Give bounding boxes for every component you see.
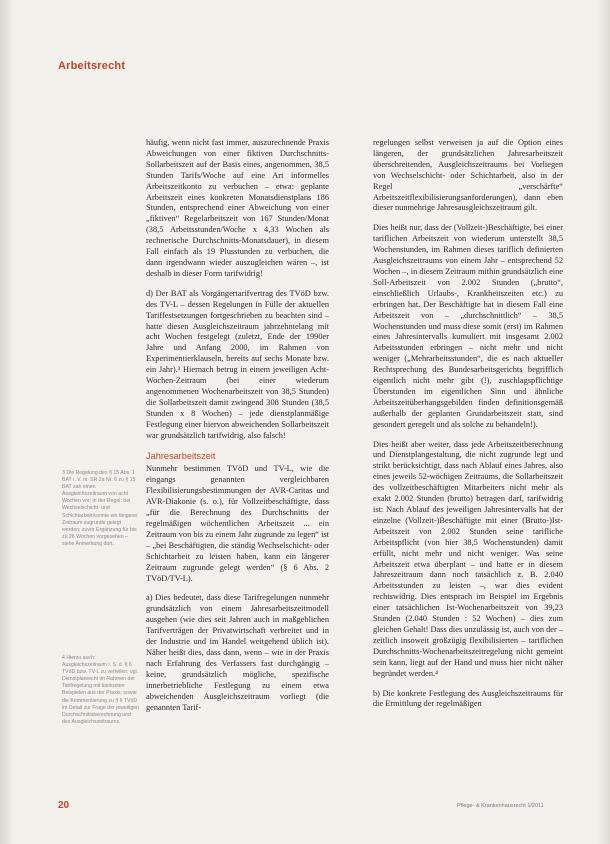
paragraph: häufig, wenn nicht fast immer, auszurechnende Praxis Abweichungen von einer fiktiven Durchschnitts-Sollarbeitszeit auf der Basis eines, angenommen, 38,5 Stunden Tarifs/Woche auf eine Art informelles Arbeitszeitkonto zu verbuchen – etwa: geplante Arbeitszeit eines konkreten Monatsdienstplans 186 Stunden, entsprechend einer Abweichung von einer „fiktiven“ Regelarbeitszeit von 167 Stunden/Monat (38,5 Arbeitsstunden/Woche x 4,33 Wochen als rechnerische Durchschnitts-Monatsdauer), in diesem Fall einfach als 19 Plusstunden zu verbuchen, die dann irgendwann wieder auszugleichen wären –, ist deshalb in dieser Form tarifwidrig!	[146, 138, 329, 278]
text-column-right	[373, 138, 563, 719]
page-shadow-left	[0, 0, 14, 844]
magazine-footer: Pflege- & Krankenhausrecht 1/2011	[457, 803, 544, 809]
paragraph: a) Dies bedeutet, dass diese Tarifregelungen nunmehr grundsätzlich von einem Jahresarbeitszeitmodell ausgehen (wie dies seit Jahren auch in maßgeblichen Tarifverträgen der Privatwirtschaft verbreitet und in der Industrie und im Handel weitgehend üblich ist). Näher heißt dies, dass dann, wenn – wie in der Praxis nach Erfahrung des Verfassers fast durchgängig – keine, grundsätzlich mögliche, spezifische innerbetriebliche Festlegung zu einem etwa abweichenden Ausgleichszeitraum vorliegt (die genannten Tarif-	[146, 593, 329, 712]
footnote-4-text: 4 Hierzu auch: Ausgleichszeitraum i. S. d. § 6 TVöD bzw. TV-L zu verteilen: vgl. Dienstplanrecht im Rahmen der Tarifregelung mit konkreten Beispielen aus der Praxis; sowie die Kommentierung zu § 6 TVöD im Detail zur Frage der jeweiligen Durchschnittsberechnung und des Ausgleichszeitraums.	[62, 655, 139, 725]
paragraph: Dies heißt aber weiter, dass jede Arbeitszeitberechnung und Dienstplangestaltung, die nicht zugrunde legt und strikt berücksichtigt, dass nach Ablauf eines Jahres, also eines jeweils 52-wöchigen Zeitraums, die Sollarbeitszeit des vollzeitbeschäftigten Mitarbeiters nicht mehr als exakt 2.002 Stunden (brutto) betragen darf, tarifwidrig ist: Nach Ablauf des jeweiligen Jahresintervalls hat der einzelne (Vollzeit-)Beschäftigte mit einer (Brutto-)Ist-Arbeitszeit von 2.002 Stunden seine tarifliche Arbeitspflicht (von hier 38,5 Wochenstunden) damit erfüllt, nicht mehr und nicht weniger. Was seine Arbeitszeit etwa überplant – und hatte er in diesem Jahreszeitraum dann noch tatsächlich z. B. 2.040 Arbeitsstunden zu leisten –, war dies evident rechtswidrig. Dies entsprach im Beispiel im Ergebnis einer tatsächlichen Ist-Wochenarbeitszeit von 39,23 Stunden (2.040 Stunden : 52 Wochen) – dies zum gleichen Gehalt! Dass dies unzulässig ist, auch von der – zeitlich insoweit großzügig flexibilisierten – tariflichen Durchschnitts-Wochenarbeitszeitregelung nicht gemeint sein kann, liegt auf der Hand und muss hier nicht näher begründet werden.⁴	[373, 439, 564, 678]
section-title: Arbeitsrecht	[58, 60, 126, 72]
paragraph: regelungen selbst verweisen ja auf die Option eines längeren, der grundsätzlichen Jahresarbeitszeit überschreitenden, Ausgleichszeitraums bei Vorliegen von Wechselschicht- oder Schichtarbeit, also in der Regel „verschärfte“ Arbeitszeitflexibilisierungsanforderungen), dann eben dieser nunmehrige Jahresausgleichszeitraum gilt.	[373, 138, 563, 213]
paragraph: d) Der BAT als Vorgängertarifvertrag des TVöD bzw. des TV-L – dessen Regelungen in Fülle der aktuellen Tariffestsetzungen fortgeschrieben zu beachten sind – hatte diesen Ausgleichszeitraum jahrzehntelang mit acht Wochen festgelegt (zuletzt, Ende der 1990er Jahre und Anfang 2000, im Rahmen von Experimentierklauseln, bereits auf sechs Monate bzw. ein Jahr).³ Hiernach betrug in einem jeweiligen Acht-Wochen-Zeitraum (bei einer wiederum angenommenen Wochenarbeitszeit von 38,5 Stunden) die Sollarbeitszeit damit zwingend 308 Stunden (38,5 Stunden x 8 Wochen) – jede dienstplanmäßige Festlegung einer hiervon abweichenden Sollarbeitszeit war grundsätzlich tarifwidrig, also falsch!	[146, 288, 329, 440]
page-number: 20	[58, 800, 70, 811]
paragraph: Nunmehr bestimmen TVöD und TV-L, wie die eingangs genannten vergleichbaren Flexibilisierungsbestimmungen der AVR-Caritas und AVR-Diakonie (s. o.), für Vollzeitbeschäftigte, dass „für die Berechnung des Durchschnitts der regelmäßigen wöchentlichen Arbeitszeit ... ein Zeitraum von bis zu einem Jahr zugrunde zu legen“ ist – „bei Beschäftigten, die ständig Wechselschicht- oder Schichtarbeit zu leisten haben, kann ein längerer Zeitraum zugrunde gelegt werden“ (§ 6 Abs. 2 TVöD/TV-L).	[146, 464, 329, 583]
page-shadow-right	[596, 0, 610, 844]
footnote-3-text: 3 Die Regelung des § 15 Abs. 1 BAT i. V. m. SR 2a Nr. 6 zu § 15 BAT sah einen Ausgleichszeitraum von acht Wochen vor; in der Regel: bei Wechselschicht- und Schichtarbeit konnte ein längerer Zeitraum zugrunde gelegt werden; zuvor Ergänzung für bis zu 26 Wochen vorgesehen – siehe Anmerkung dort.	[62, 470, 138, 547]
footnote-3	[62, 470, 140, 552]
paragraph: Dies heißt nur, dass der (Vollzeit-)Beschäftigte, bei einer tariflichen Arbeitszeit von wiederum unterstellt 38,5 Wochenstunden, im Rahmen dieses tariflich definierten Ausgleichszeitraums von einem Jahr – entsprechend 52 Wochen –, in diesem Zeitraum mithin grundsätzlich eine Soll-Arbeitszeit von 2.002 Stunden („brutto“, einschließlich Urlaubs-, Krankheitszeiten etc.) zu erbringen hat. Der Beschäftigte hat in diesem Fall eine Arbeitszeit von – „durchschnittlich“ – 38,5 Wochenstunden und muss diese somit (erst) im Rahmen eines Jahresintervalls kumuliert mit insgesamt 2.002 Arbeitsstunden erbringen – nicht mehr und nicht weniger („Mehrarbeitsstunden“, die es nach aktueller Rechtsprechung des Bundesarbeitsgerichts begrifflich eigentlich nicht mehr gibt (!), zuschlagspflichtige Überstunden im eigentlichen Sinn und ähnliche Arbeitszeitüberhangsgebilden finden definitionsgemäß außerhalb der geplanten Grundarbeitszeit statt, sind gesondert geregelt und als solche zu behandeln!).	[373, 223, 563, 429]
subheading-jahresarbeitszeit: Jahresarbeitszeit	[146, 451, 216, 462]
text-column-middle	[146, 138, 329, 722]
footnote-4	[62, 655, 140, 730]
paragraph: b) Die konkrete Festlegung des Ausgleichszeitraums für die Ermittlung der regelmäßigen	[373, 688, 563, 709]
